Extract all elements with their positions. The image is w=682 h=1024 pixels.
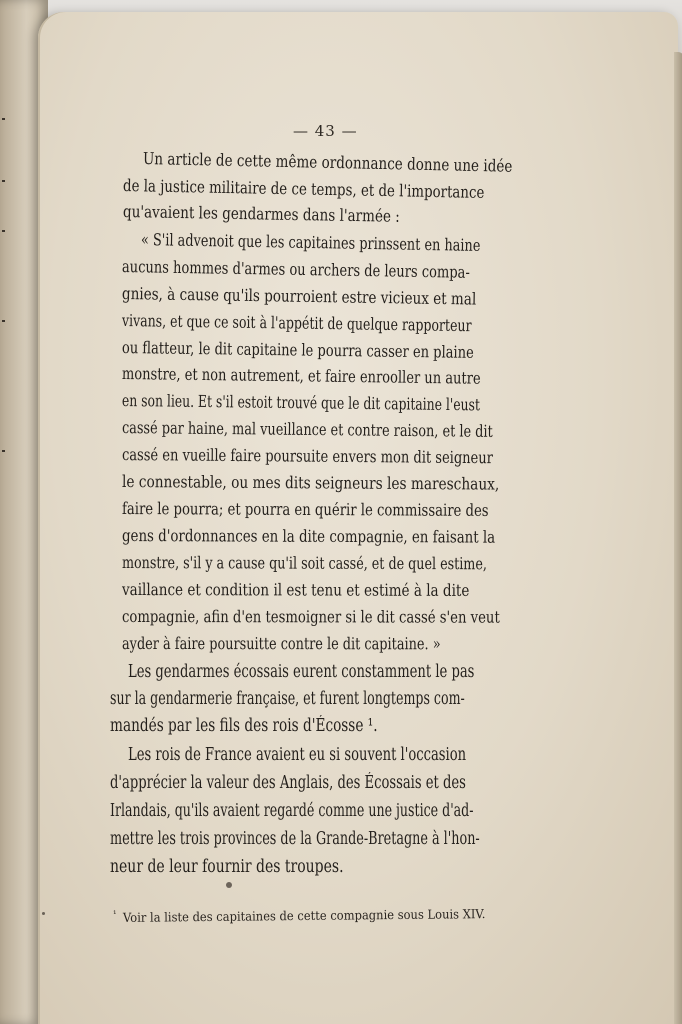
text-line: cassé en vueille faire poursuite envers mon dit seigneur [121,445,494,468]
text-line: mettre les trois provinces de la Grande-Bretagne à l'hon- [110,829,480,849]
text-line: le connestable, ou mes dits seigneurs les mareschaux, [121,472,500,494]
text-line: cassé par haine, mal vueillance et contre raison, et le dit [121,418,493,441]
page-stack-edge [674,52,682,1024]
text-line: compagnie, afin d'en tesmoigner si le dit cassé s'en veut [121,607,500,627]
text-line: Les rois de France avaient eu si souvent l'occasion [128,745,467,765]
text-line: monstre, et non autrement, et faire enrooller un autre [121,364,481,388]
text-line: vaillance et condition il est tenu et estimé à la dite [121,580,470,600]
text-line: qu'avaient les gendarmes dans l'armée : [122,202,400,226]
page-number: — 43 — [293,122,358,140]
text-line: aucuns hommes d'armes ou archers de leurs compa- [121,257,470,282]
text-line: gens d'ordonnances en la dite compagnie, en faisant la [121,526,496,547]
text-line: de la justice militaire de ce temps, et de l'importance [122,176,485,202]
book-page [38,12,678,1024]
text-line: neur de leur fournir des troupes. [110,857,344,877]
text-line: sur la gendarmerie française, et furent longtemps com- [110,689,465,709]
text-line: d'apprécier la valeur des Anglais, des Écossais et des [110,773,466,793]
footnote [113,906,517,925]
text-line: Les gendarmes écossais eurent constamment le pas [128,662,475,682]
text-line: ayder à faire poursuitte contre le dit capitaine. » [121,634,441,654]
text-line: « S'il advenoit que les capitaines prinssent en haine [140,230,481,255]
ink-dot [42,912,45,915]
text-line: faire le pourra; et pourra en quérir le commissaire des [121,499,489,520]
text-line: gnies, à cause qu'ils pourroient estre vicieux et mal [121,284,477,309]
text-line: ou flatteur, le dit capitaine le pourra casser en plaine [121,338,474,362]
text-line: vivans, et que ce soit à l'appétit de quelque rapporteur [121,311,472,336]
footnote-text: Voir la liste des capitaines de cette compagnie sous Louis XIV. [122,906,486,926]
text-line: mandés par les fils des rois d'Écosse ¹. [110,716,378,736]
text-line: Un article de cette même ordonnance donne une idée [142,149,513,176]
ink-dot [226,882,232,888]
text-line: en son lieu. Et s'il estoit trouvé que le dit capitaine l'eust [121,391,481,415]
text-line: Irlandais, qu'ils avaient regardé comme une justice d'ad- [110,801,474,821]
text-line: monstre, s'il y a cause qu'il soit cassé, et de quel estime, [121,553,487,574]
footnote-marker: ¹ [112,909,117,920]
